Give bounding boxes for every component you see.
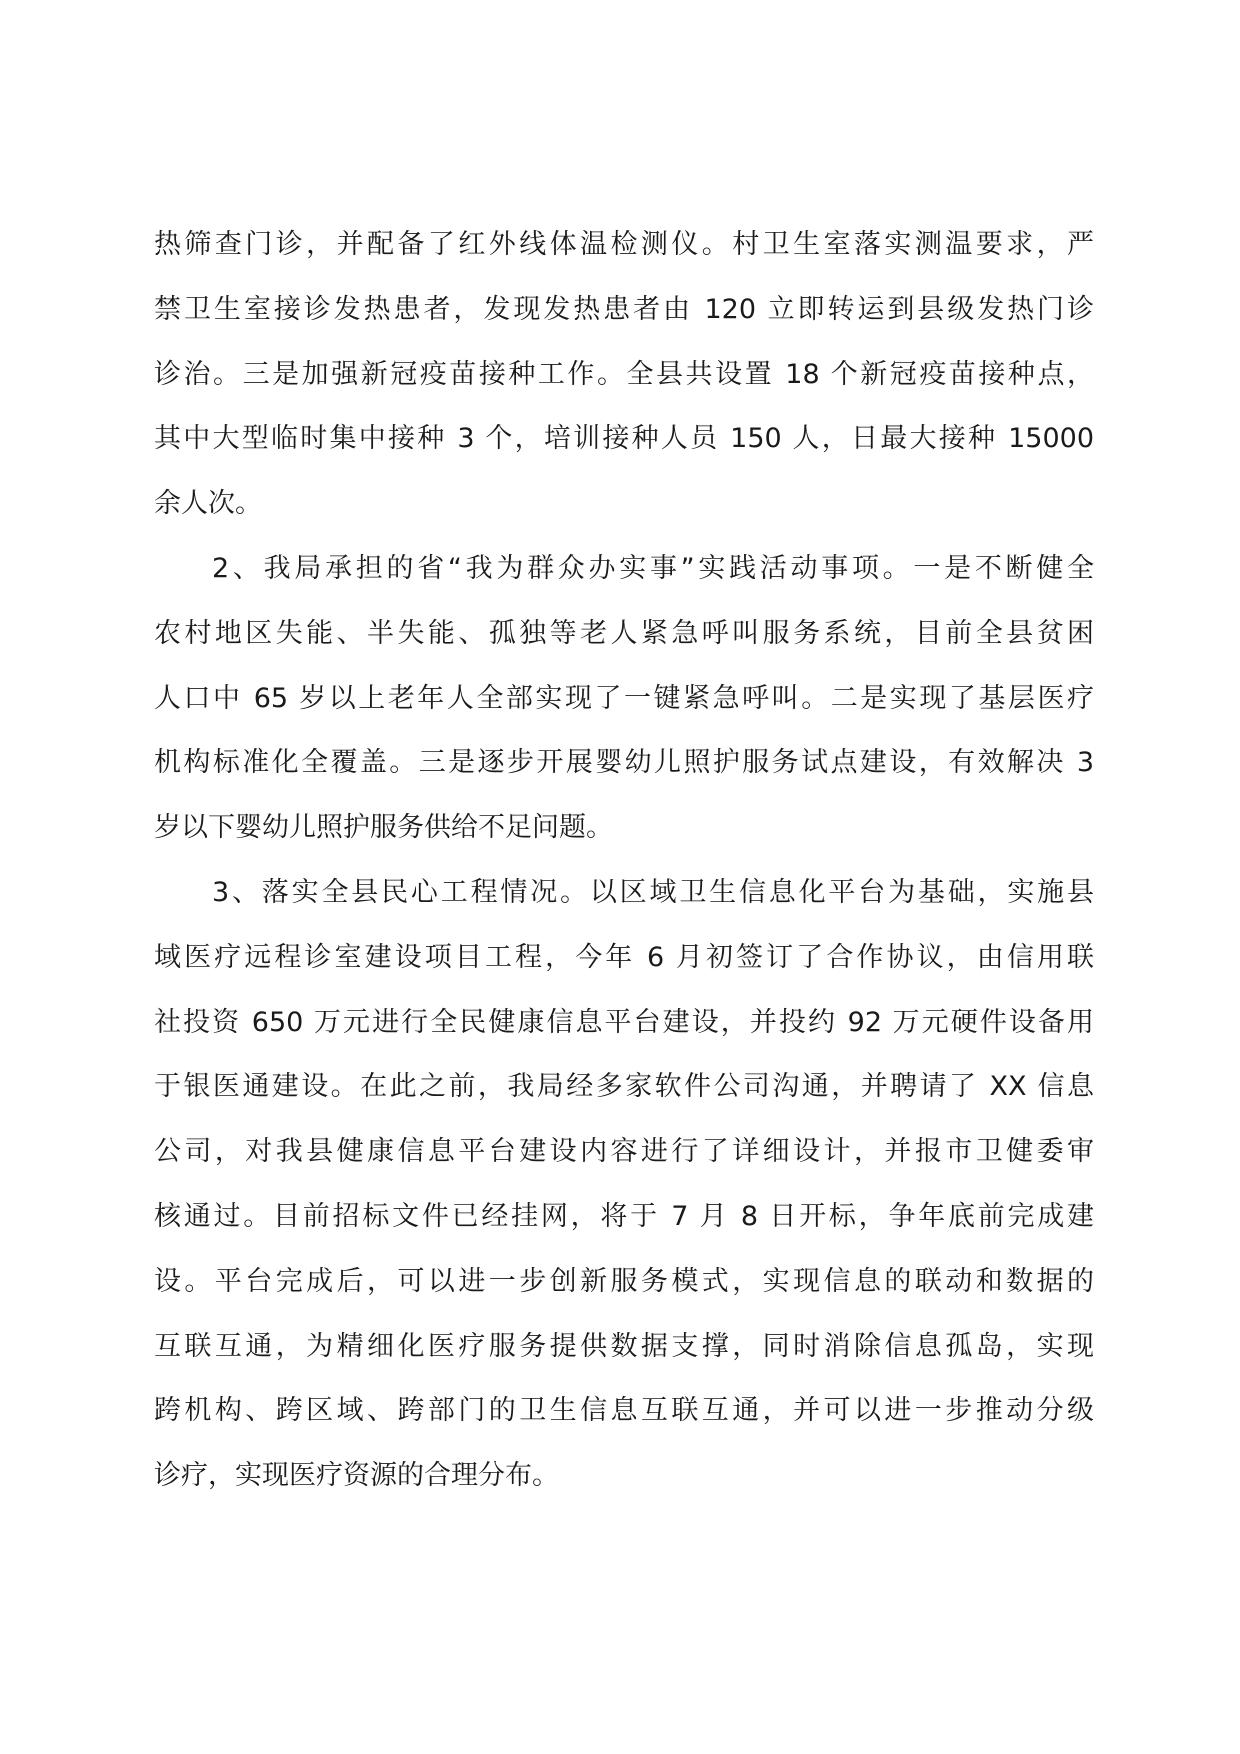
text-line: 2、我局承担的省“我为群众办实事”实践活动事项。一是不断健全: [212, 552, 1094, 584]
text-line: 核通过。目前招标文件已经挂网，将于 7 月 8 日开标，争年底前完成建: [154, 1200, 1094, 1232]
text-line: 3、落实全县民心工程情况。以区域卫生信息化平台为基础，实施县: [212, 876, 1094, 908]
text-line: 人口中 65 岁以上老年人全部实现了一键紧急呼叫。二是实现了基层医疗: [154, 682, 1094, 714]
text-line: 其中大型临时集中接种 3 个，培训接种人员 150 人，日最大接种 15000: [154, 423, 1094, 455]
document-body: [154, 213, 1094, 1509]
text-line: 诊疗，实现医疗资源的合理分布。: [154, 1460, 559, 1492]
text-line: 互联互通，为精细化医疗服务提供数据支撑，同时消除信息孤岛，实现: [154, 1330, 1094, 1362]
text-line: 于银医通建设。在此之前，我局经多家软件公司沟通，并聘请了 XX 信息: [154, 1071, 1094, 1103]
text-line: 设。平台完成后，可以进一步创新服务模式，实现信息的联动和数据的: [154, 1265, 1094, 1297]
text-line: 岁以下婴幼儿照护服务供给不足问题。: [154, 812, 613, 844]
text-line: 禁卫生室接诊发热患者，发现发热患者由 120 立即转运到县级发热门诊: [154, 293, 1094, 325]
text-line: 农村地区失能、半失能、孤独等老人紧急呼叫服务系统，目前全县贫困: [154, 617, 1094, 649]
text-line: 社投资 650 万元进行全民健康信息平台建设，并投约 92 万元硬件设备用: [154, 1006, 1094, 1038]
text-line: 机构标准化全覆盖。三是逐步开展婴幼儿照护服务试点建设，有效解决 3: [154, 747, 1094, 779]
text-line: 诊治。三是加强新冠疫苗接种工作。全县共设置 18 个新冠疫苗接种点，: [154, 358, 1094, 390]
text-line: 热筛查门诊，并配备了红外线体温检测仪。村卫生室落实测温要求，严: [154, 229, 1094, 260]
text-line: 域医疗远程诊室建设项目工程，今年 6 月初签订了合作协议，由信用联: [154, 941, 1094, 973]
text-line: 跨机构、跨区域、跨部门的卫生信息互联互通，并可以进一步推动分级: [154, 1395, 1094, 1427]
text-line: 余人次。: [154, 488, 262, 520]
text-line: 公司，对我县健康信息平台建设内容进行了详细设计，并报市卫健委审: [154, 1136, 1094, 1168]
